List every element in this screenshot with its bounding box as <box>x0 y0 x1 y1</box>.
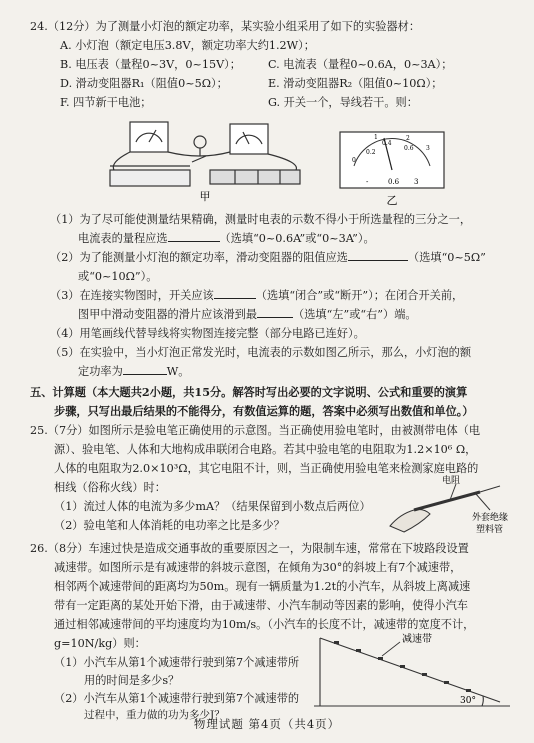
q25-s2: （2）验电笔和人体消耗的电功率之比是多少？ <box>54 519 285 532</box>
q26-line5: 通过相邻减速带间的平均速度均为10m/s。（小汽车的长度不计，减速带的宽度不计， <box>54 618 475 631</box>
figure-a-label: 甲 <box>199 190 211 203</box>
angle-label: 30° <box>460 696 476 706</box>
terminal-3: 3 <box>414 178 419 186</box>
q24-s5-line1: （5）在实验中，当小灯泡正常发光时，电流表的示数如图乙所示，那么，小灯泡的额 <box>50 346 472 359</box>
q26-line3: 相邻两个减速带间的距离均为50m。现有一辆质量为1.2t的小汽车，从斜坡上离减速 <box>54 580 471 593</box>
scale-1: 1 <box>374 134 378 141</box>
q24-s4: （4）用笔画线代替导线将实物图连接完整（部分电路已连好）。 <box>50 327 365 340</box>
q26-line1: 26.（8分）车速过快是造成交通事故的重要原因之一，为限制车速，常常在下坡路段设置 <box>30 542 469 555</box>
q25-line1: 25.（7分）如图所示是验电笔正确使用的示意图。当正确使用验电笔时，由被测带电体（电 <box>30 424 481 437</box>
q24-s3-line2: 图甲中滑动变阻器的滑片应该滑到最 （选填“左”或“右”）端。 <box>78 308 417 321</box>
q24-s1-line2: 电流表的量程应选 （选填“0~0.6A”或“0~3A”）。 <box>78 232 375 245</box>
q26-s1-line1: （1）小汽车从第1个减速带行驶到第7个减速带所 <box>54 656 300 669</box>
q24-s2-line1: （2）为了能测量小灯泡的额定功率，滑动变阻器的阻值应选 （选填“0~5Ω” <box>50 251 486 264</box>
q24-option-a: A. 小灯泡（额定电压3.8V，额定功率大约1.2W）； <box>60 39 315 52</box>
scale-0-2: 0.2 <box>366 149 376 156</box>
q26-s2-line1: （2）小汽车从第1个减速带行驶到第7个减速带的 <box>54 692 300 705</box>
q26-line6: g=10N/kg）则： <box>54 637 146 650</box>
scale-0-6: 0.6 <box>404 145 414 152</box>
q24-s3-line1: （3）在连接实物图时，开关应该 （选填“闭合”或“断开”）；在闭合开关前， <box>50 289 464 302</box>
scale-0-4: 0.4 <box>382 140 392 147</box>
q24-option-b: B. 电压表（量程0~3V，0~15V）； <box>60 58 241 71</box>
q24-s1-line1: （1）为了尽可能使测量结果精确，测量时电表的示数不得小于所选量程的三分之一， <box>50 213 472 226</box>
q25-line4: 相线（俗称火线）时： <box>54 481 166 494</box>
terminal-neg: - <box>366 178 369 186</box>
q26-s1-line2: 用的时间是多少s？ <box>84 674 180 687</box>
q24-option-c: C. 电流表（量程0~0.6A，0~3A）； <box>268 58 453 71</box>
q25-s1: （1）流过人体的电流为多少mA？（结果保留到小数点后两位） <box>54 500 371 513</box>
scale-2: 2 <box>406 135 410 142</box>
q26-line4: 带有一定距离的某处开始下滑，由于减速带、小汽车制动等因素的影响，使得小汽车 <box>54 599 468 612</box>
q25-line2: 源）、验电笔、人体和大地构成串联闭合电路。若其中验电笔的电阻取为1.2×10⁶ Ω， <box>54 443 477 456</box>
q24-s5-line2: 定功率为 W。 <box>78 365 190 378</box>
q24-option-e: E. 滑动变阻器R₂（阻值0~10Ω）； <box>268 77 443 90</box>
terminal-0-6: 0.6 <box>388 178 400 186</box>
q25-line3: 人体的电阻取为2.0×10³Ω，其它电阻不计，则，当正确使用验电笔来检测家庭电路的 <box>54 462 479 475</box>
section5-line2: 步骤，只写出最后结果的不能得分，有数值运算的题，答案中必须写出数值和单位。） <box>54 404 474 418</box>
section5-line1: 五、计算题（本大题共2小题，共15分。解答时写出必要的文字说明、公式和重要的演算 <box>30 385 468 399</box>
apparatus-figure <box>100 112 320 204</box>
q26-s2-line2: 过程中，重力做的功为多少J？ <box>84 709 225 721</box>
slope-figure <box>314 626 518 716</box>
scale-3: 3 <box>426 145 430 152</box>
q24-header: 24.（12分）为了测量小灯泡的额定功率，某实验小组采用了如下的实验器材： <box>30 20 421 33</box>
scale-0: 0 <box>352 157 356 164</box>
q24-option-d: D. 滑动变阻器R₁（阻值0~5Ω）； <box>60 77 228 90</box>
tube-label-1: 外套绝缘 <box>472 513 509 523</box>
bump-label: 减速带 <box>402 634 432 645</box>
tube-label-2: 塑料管 <box>476 525 504 535</box>
figure-b-label: 乙 <box>386 194 398 207</box>
page-footer: 物理试题 第4页（共4页） <box>193 717 341 731</box>
q24-option-g: G. 开关一个，导线若干。则： <box>268 96 418 109</box>
q26-line2: 减速带。如图所示是有减速带的斜坡示意图，在倾角为30°的斜坡上有7个减速带， <box>54 561 462 574</box>
resistor-label: 电阻 <box>442 476 461 486</box>
ammeter-figure <box>336 128 448 208</box>
q24-option-f: F. 四节新干电池； <box>60 96 152 109</box>
q24-s2-line2: 或“0~10Ω”）。 <box>78 270 158 283</box>
test-pen-figure <box>380 474 516 536</box>
